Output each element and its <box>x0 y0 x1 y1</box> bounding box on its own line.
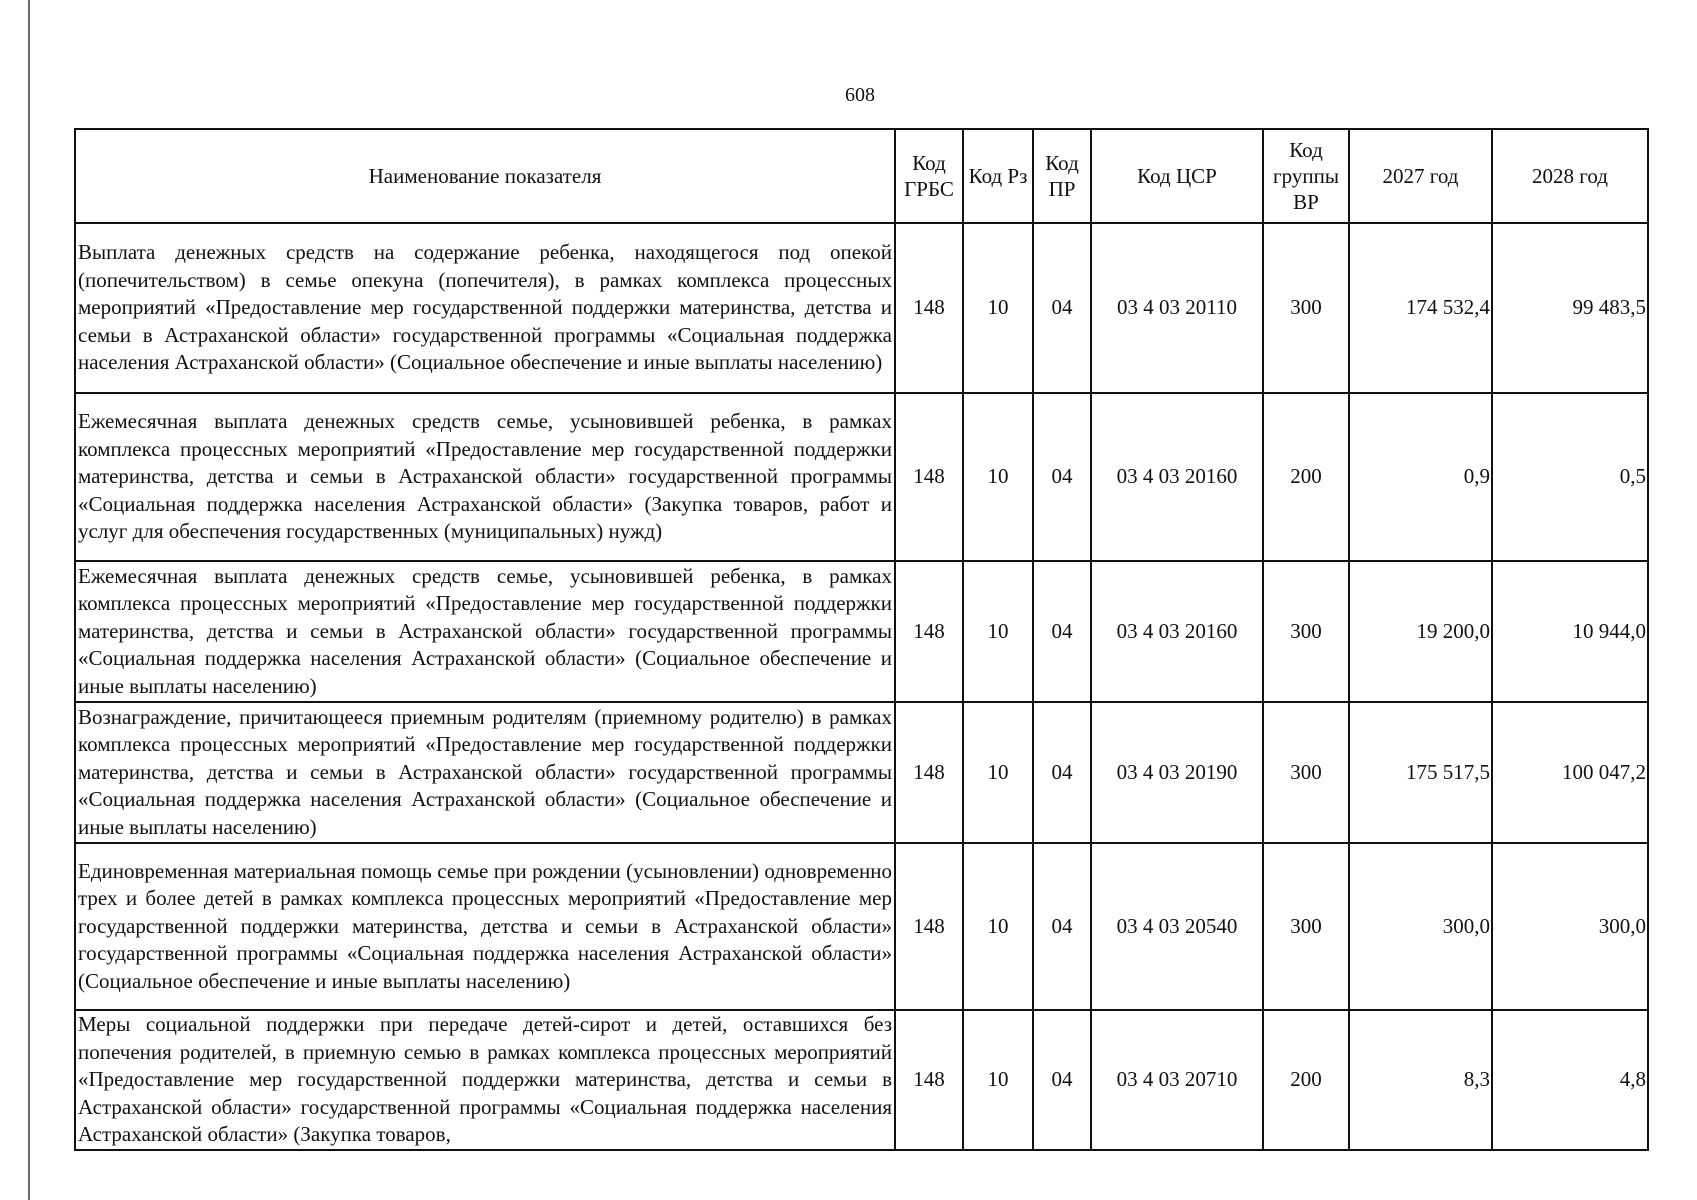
cell-rz: 10 <box>963 843 1033 1010</box>
cell-rz: 10 <box>963 702 1033 843</box>
cell-pr: 04 <box>1033 393 1091 561</box>
cell-pr: 04 <box>1033 1010 1091 1150</box>
header-name: Наименование показателя <box>75 129 895 223</box>
header-rz: Код Рз <box>963 129 1033 223</box>
cell-rz: 10 <box>963 1010 1033 1150</box>
cell-2028: 4,8 <box>1492 1010 1648 1150</box>
cell-rz: 10 <box>963 223 1033 393</box>
cell-grbs: 148 <box>895 1010 963 1150</box>
cell-vr: 300 <box>1263 223 1349 393</box>
cell-2028: 0,5 <box>1492 393 1648 561</box>
cell-vr: 200 <box>1263 1010 1349 1150</box>
cell-name: Меры социальной поддержки при передаче детей-сирот и детей, оставшихся без попечения родителей, в приемную семью в рамках комплекса процессных мероприятий «Предоставление мер государственной поддержки материнства, детства и семьи в Астраханской области» государственной программы «Социальная поддержка населения Астраханской области» (Закупка товаров, <box>75 1010 895 1150</box>
table-row <box>75 561 1648 702</box>
cell-rz: 10 <box>963 561 1033 702</box>
cell-grbs: 148 <box>895 702 963 843</box>
table-row <box>75 843 1648 1010</box>
cell-vr: 300 <box>1263 843 1349 1010</box>
cell-2027: 175 517,5 <box>1349 702 1492 843</box>
binding-edge-line <box>28 0 30 1200</box>
cell-grbs: 148 <box>895 561 963 702</box>
cell-2028: 99 483,5 <box>1492 223 1648 393</box>
table-header-row <box>75 129 1648 223</box>
cell-2028: 10 944,0 <box>1492 561 1648 702</box>
cell-name: Единовременная материальная помощь семье при рождении (усыновлении) одновременно трех и более детей в рамках комплекса процессных мероприятий «Предоставление мер государственной поддержки материнства, детства и семьи в Астраханской области» государственной программы «Социальная поддержка населения Астраханской области» (Социальное обеспечение и иные выплаты населению) <box>75 843 895 1010</box>
cell-2027: 19 200,0 <box>1349 561 1492 702</box>
table-row <box>75 393 1648 561</box>
cell-vr: 300 <box>1263 561 1349 702</box>
header-grbs: Код ГРБС <box>895 129 963 223</box>
table-row <box>75 1010 1648 1150</box>
cell-csr: 03 4 03 20110 <box>1091 223 1263 393</box>
cell-2027: 8,3 <box>1349 1010 1492 1150</box>
cell-grbs: 148 <box>895 223 963 393</box>
cell-grbs: 148 <box>895 393 963 561</box>
header-2027: 2027 год <box>1349 129 1492 223</box>
cell-csr: 03 4 03 20190 <box>1091 702 1263 843</box>
header-pr: Код ПР <box>1033 129 1091 223</box>
table-row <box>75 702 1648 843</box>
cell-csr: 03 4 03 20540 <box>1091 843 1263 1010</box>
cell-2028: 300,0 <box>1492 843 1648 1010</box>
cell-grbs: 148 <box>895 843 963 1010</box>
cell-2027: 300,0 <box>1349 843 1492 1010</box>
cell-pr: 04 <box>1033 561 1091 702</box>
cell-vr: 300 <box>1263 702 1349 843</box>
cell-2027: 0,9 <box>1349 393 1492 561</box>
cell-csr: 03 4 03 20160 <box>1091 393 1263 561</box>
cell-name: Ежемесячная выплата денежных средств семье, усыновившей ребенка, в рамках комплекса процессных мероприятий «Предоставление мер государственной поддержки материнства, детства и семьи в Астраханской области» государственной программы «Социальная поддержка населения Астраханской области» (Социальное обеспечение и иные выплаты населению) <box>75 561 895 702</box>
cell-2028: 100 047,2 <box>1492 702 1648 843</box>
page-number: 608 <box>845 84 875 106</box>
header-vr: Код группы ВР <box>1263 129 1349 223</box>
table-row <box>75 223 1648 393</box>
cell-2027: 174 532,4 <box>1349 223 1492 393</box>
cell-pr: 04 <box>1033 843 1091 1010</box>
cell-name: Выплата денежных средств на содержание ребенка, находящегося под опекой (попечительством) в семье опекуна (попечителя), в рамках комплекса процессных мероприятий «Предоставление мер государственной поддержки материнства, детства и семьи в Астраханской области» государственной программы «Социальная поддержка населения Астраханской области» (Социальное обеспечение и иные выплаты населению) <box>75 223 895 393</box>
header-csr: Код ЦСР <box>1091 129 1263 223</box>
budget-table <box>74 128 1649 1151</box>
header-2028: 2028 год <box>1492 129 1648 223</box>
cell-csr: 03 4 03 20160 <box>1091 561 1263 702</box>
cell-name: Ежемесячная выплата денежных средств семье, усыновившей ребенка, в рамках комплекса процессных мероприятий «Предоставление мер государственной поддержки материнства, детства и семьи в Астраханской области» государственной программы «Социальная поддержка населения Астраханской области» (Закупка товаров, работ и услуг для обеспечения государственных (муниципальных) нужд) <box>75 393 895 561</box>
cell-csr: 03 4 03 20710 <box>1091 1010 1263 1150</box>
cell-pr: 04 <box>1033 702 1091 843</box>
cell-rz: 10 <box>963 393 1033 561</box>
cell-pr: 04 <box>1033 223 1091 393</box>
cell-name: Вознаграждение, причитающееся приемным родителям (приемному родителю) в рамках комплекса процессных мероприятий «Предоставление мер государственной поддержки материнства, детства и семьи в Астраханской области» государственной программы «Социальная поддержка населения Астраханской области» (Социальное обеспечение и иные выплаты населению) <box>75 702 895 843</box>
cell-vr: 200 <box>1263 393 1349 561</box>
